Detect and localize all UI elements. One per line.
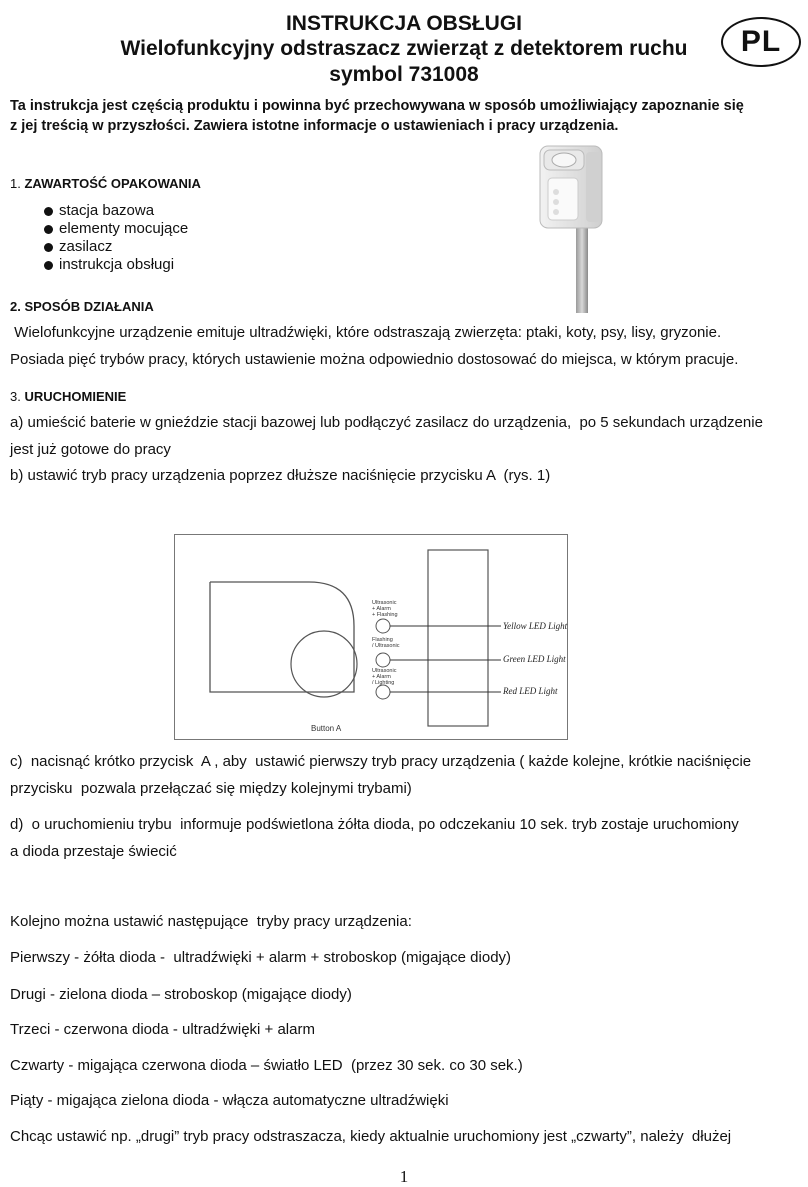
mode-2: Drugi - zielona dioda – stroboskop (migające diody) (10, 986, 352, 1003)
title-line-1: INSTRUKCJA OBSŁUGI (285, 12, 523, 35)
label-ultrasonic-3: Ultrasonic (372, 668, 397, 674)
section-2-heading (10, 299, 154, 314)
list-item: instrukcja obsługi (44, 256, 188, 274)
language-badge: PL (721, 17, 801, 67)
section-2-title: SPOSÓB DZIAŁANIA (24, 299, 154, 314)
section-1-heading (10, 176, 201, 191)
section-3-number: 3. (10, 389, 21, 404)
step-d-line-2: a dioda przestaje świecić (10, 843, 177, 860)
intro-line-1: Ta instrukcja jest częścią produktu i powinna być przechowywana w sposób umożliwiający zapoznanie się (10, 98, 744, 114)
label-button-a: Button A (311, 724, 342, 733)
section-1-title: ZAWARTOŚĆ OPAKOWANIA (24, 176, 201, 191)
section-1-number: 1. (10, 176, 21, 191)
package-contents-list (44, 202, 188, 274)
label-red-led: Red LED Light (503, 686, 558, 696)
list-item: elementy mocujące (44, 220, 188, 238)
list-item: stacja bazowa (44, 202, 188, 220)
mode-1: Pierwszy - żółta dioda - ultradźwięki + alarm + stroboskop (migające diody) (10, 949, 512, 966)
step-c-line-1: c) nacisnąć krótko przycisk A , aby ustawić pierwszy tryb pracy urządzenia ( każde kolejne, krótkie naciśnięcie (10, 753, 752, 770)
label-ultrasonic-2: / Ultrasonic (372, 643, 400, 649)
label-green-led: Green LED Light (503, 654, 566, 664)
label-alarm-1: + Alarm (372, 606, 391, 612)
mode-5: Piąty - migająca zielona dioda - włącza automatyczne ultradźwięki (10, 1092, 449, 1109)
section-2-line-2: Posiada pięć trybów pracy, których ustawienie można odpowiednio dostosować do miejsca, w którym pracuje. (10, 351, 739, 368)
mode-3: Trzeci - czerwona dioda - ultradźwięki + alarm (10, 1021, 315, 1038)
modes-intro: Kolejno można ustawić następujące tryby pracy urządzenia: (10, 913, 412, 930)
step-d-line-1: d) o uruchomieniu trybu informuje podświetlona żółta dioda, po odczekaniu 10 sek. tryb zostaje uruchomiony (10, 816, 739, 833)
product-photo (520, 138, 640, 318)
label-yellow-led: Yellow LED Light (503, 621, 568, 631)
title-line-3: symbol 731008 (329, 63, 479, 86)
mode-change-note: Chcąc ustawić np. „drugi” tryb pracy odstraszacza, kiedy aktualnie uruchomiony jest „czwarty”, należy dłużej (10, 1128, 732, 1145)
section-3-title: URUCHOMIENIE (24, 389, 127, 404)
label-ultrasonic-1: Ultrasonic (372, 600, 397, 606)
device-diagram (174, 534, 568, 740)
list-item: zasilacz (44, 238, 188, 256)
step-a-line-2: jest już gotowe do pracy (10, 441, 171, 458)
section-2-number: 2. (10, 299, 21, 314)
step-a-line-1: a) umieścić baterie w gnieździe stacji bazowej lub podłączyć zasilacz do urządzenia, po 5 sekundach urządzenie (10, 414, 763, 431)
label-lighting-3: / Lighting (372, 680, 395, 686)
step-b-line: b) ustawić tryb pracy urządzenia poprzez dłuższe naciśnięcie przycisku A (rys. 1) (10, 467, 551, 484)
label-alarm-3: + Alarm (372, 674, 391, 680)
page-number: 1 (399, 1167, 409, 1186)
intro-line-2: z jej treścią w przyszłości. Zawiera istotne informacje o ustawieniach i pracy urządzenia. (10, 118, 619, 134)
section-3-heading (10, 389, 126, 404)
label-flashing-1: + Flashing (372, 612, 398, 618)
title-line-2: Wielofunkcyjny odstraszacz zwierząt z detektorem ruchu (120, 37, 688, 60)
mode-4: Czwarty - migająca czerwona dioda – światło LED (przez 30 sek. co 30 sek.) (10, 1057, 523, 1074)
step-c-line-2: przycisku pozwala przełączać się między kolejnymi trybami) (10, 780, 412, 797)
label-flashing-2: Flashing (372, 637, 393, 643)
section-2-line-1: Wielofunkcyjne urządzenie emituje ultradźwięki, które odstraszają zwierzęta: ptaki, koty, psy, lisy, gryzonie. (10, 324, 722, 341)
